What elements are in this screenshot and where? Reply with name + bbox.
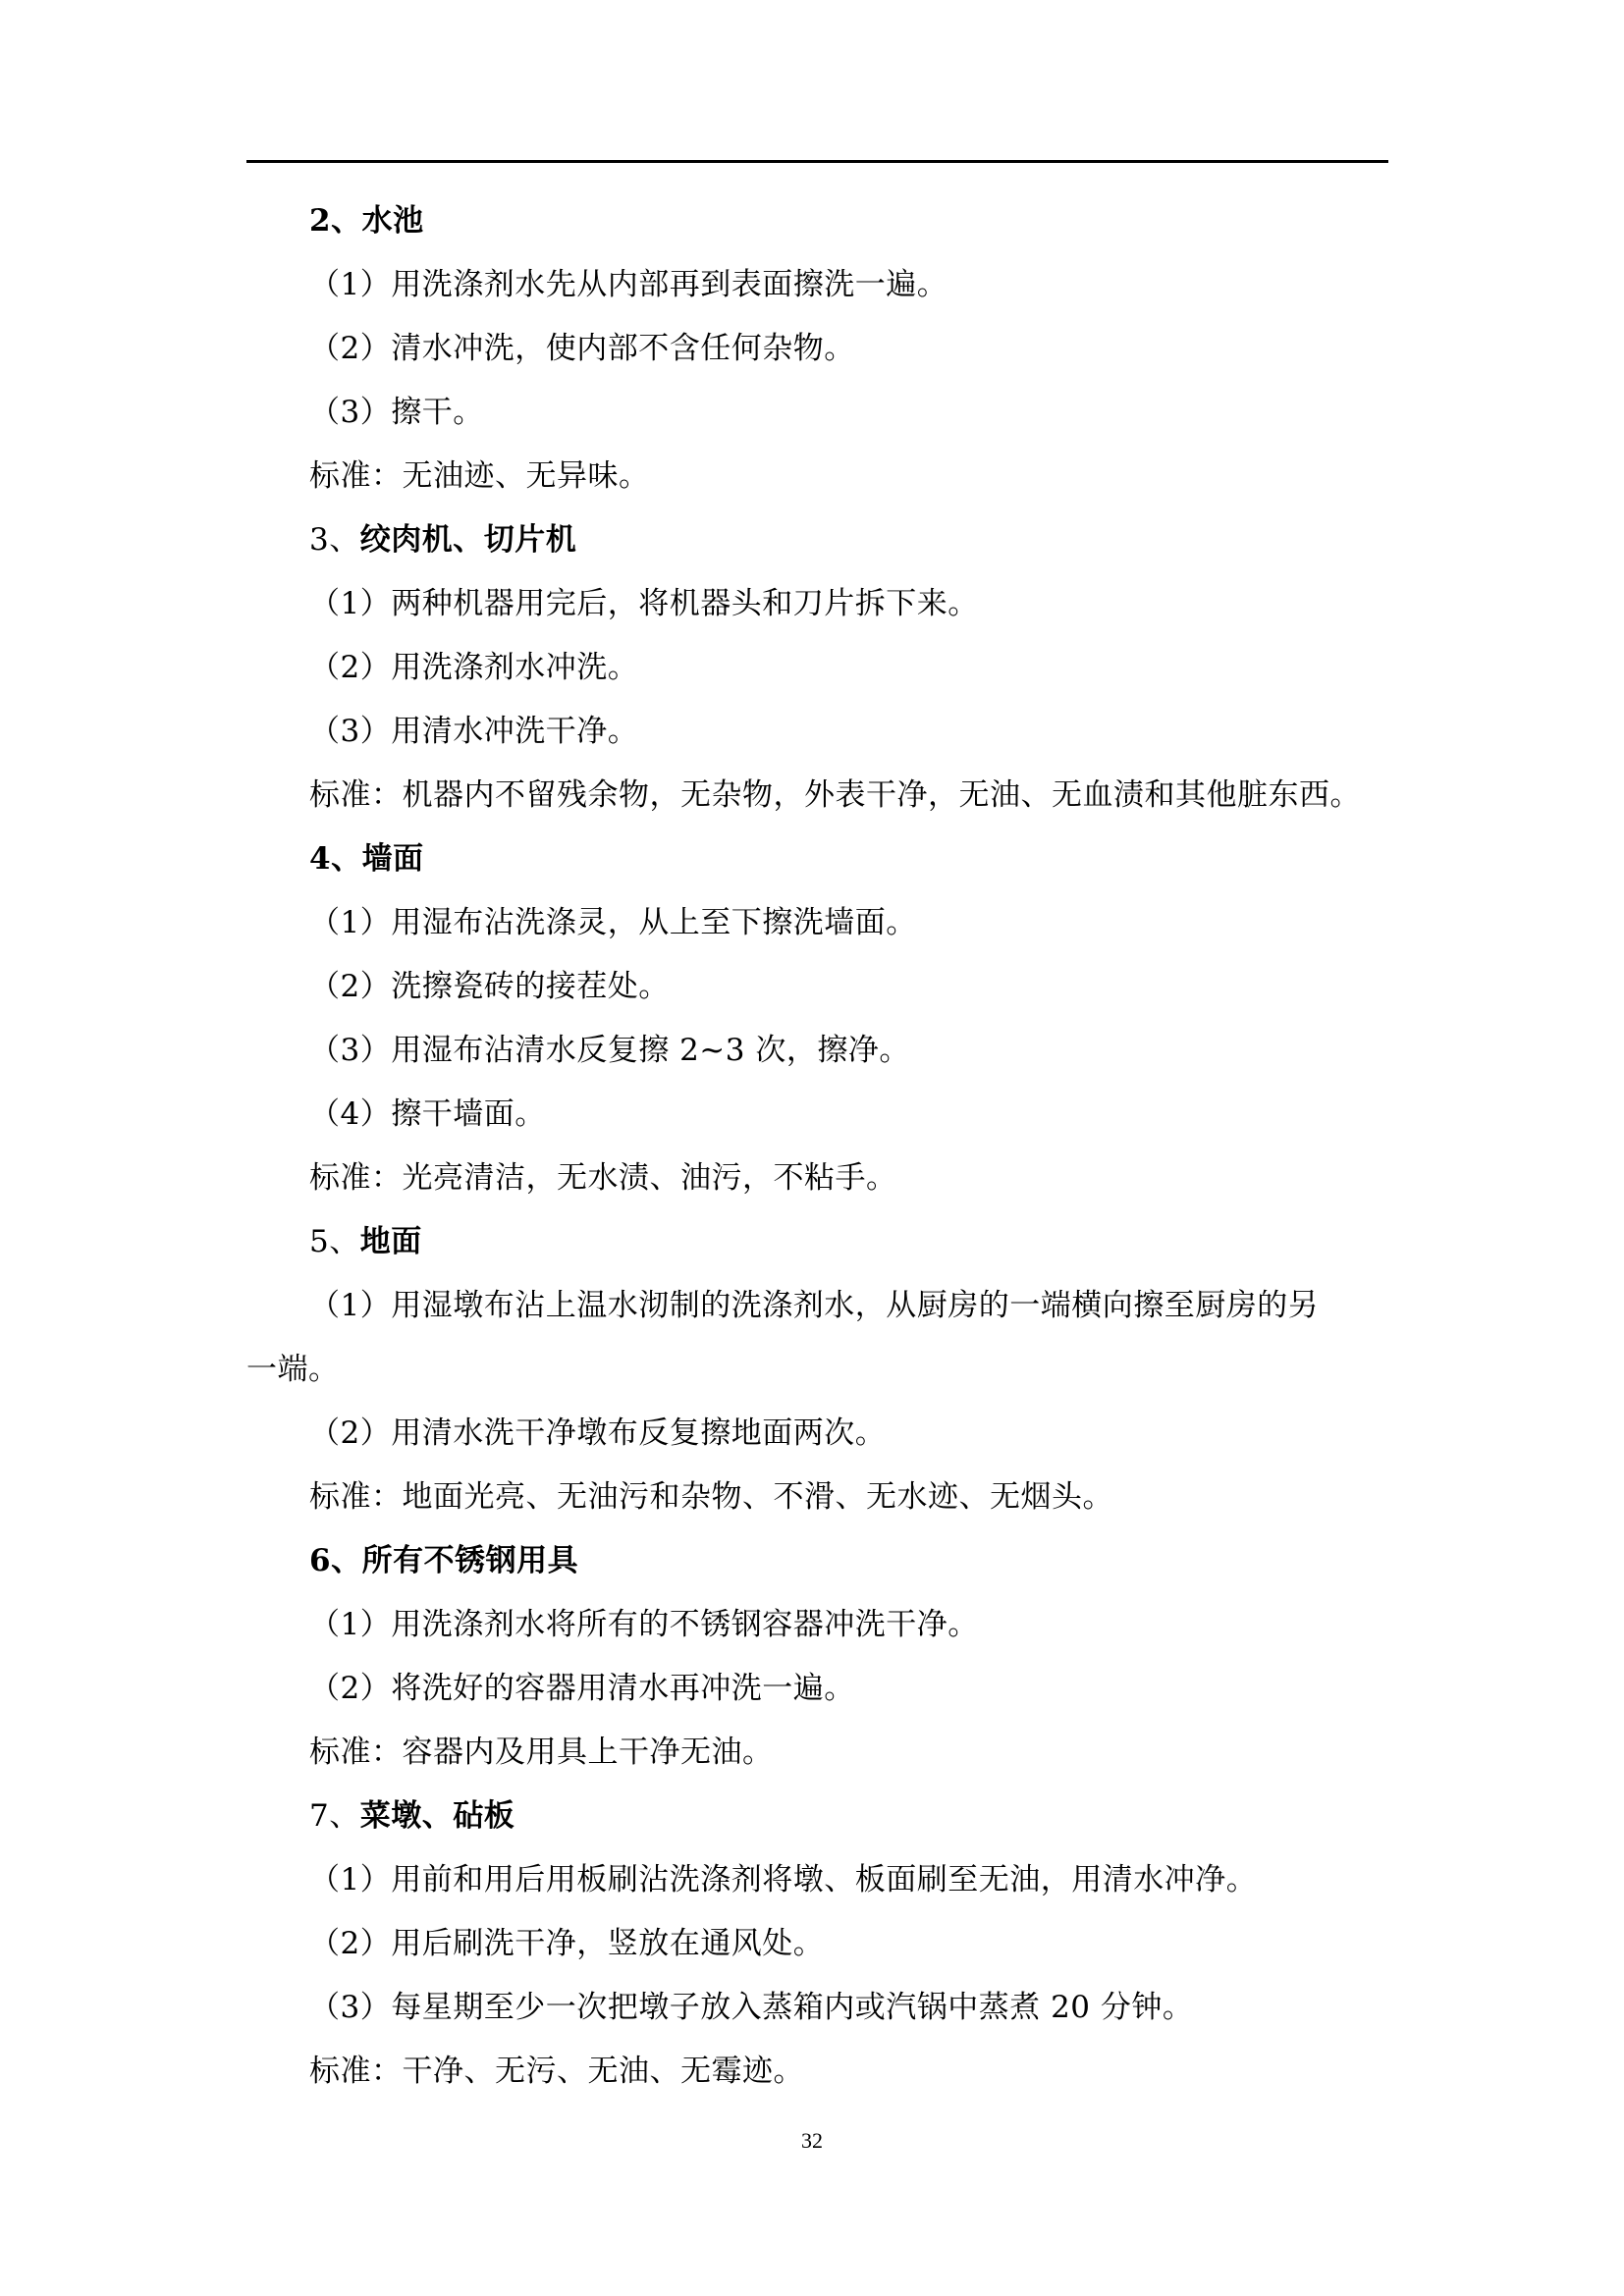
section-heading-sink: 2、水池 bbox=[309, 203, 424, 239]
header-rule bbox=[246, 160, 1388, 163]
list-item-line-1: （1）用湿墩布沾上温水沏制的洗涤剂水，从厨房的一端横向擦至厨房的另 bbox=[309, 1288, 1320, 1323]
list-item: （2）清水冲洗，使内部不含任何杂物。 bbox=[309, 331, 855, 366]
page-number: 32 bbox=[801, 2128, 823, 2153]
list-item: （4）擦干墙面。 bbox=[309, 1096, 546, 1132]
section-heading-floor bbox=[246, 1210, 1388, 1274]
section-title: 绞肉机、切片机 bbox=[359, 522, 577, 558]
standard-line: 标准：干净、无污、无油、无霉迹。 bbox=[309, 2054, 804, 2089]
list-item-line-2: 一端。 bbox=[246, 1352, 340, 1387]
standard-line: 标准：地面光亮、无油污和杂物、不滑、无水迹、无烟头。 bbox=[309, 1479, 1113, 1515]
section-heading-cutting-board bbox=[246, 1785, 1388, 1848]
list-item: （1）用前和用后用板刷沾洗涤剂将墩、板面刷至无油，用清水冲净。 bbox=[309, 1862, 1258, 1897]
list-item: （1）两种机器用完后，将机器头和刀片拆下来。 bbox=[309, 586, 979, 621]
document-body bbox=[246, 189, 1388, 2104]
list-item: （2）用后刷洗干净，竖放在通风处。 bbox=[309, 1926, 825, 1961]
list-item: （3）用清水冲洗干净。 bbox=[309, 714, 639, 749]
section-heading-meat-grinder bbox=[246, 508, 1388, 572]
section-number: 7、 bbox=[309, 1798, 360, 1834]
list-item: （3）用湿布沾清水反复擦 2~3 次，擦净。 bbox=[309, 1033, 910, 1068]
section-number: 5、 bbox=[309, 1224, 360, 1259]
section-heading-wall: 4、墙面 bbox=[309, 841, 424, 877]
section-title: 地面 bbox=[359, 1224, 422, 1259]
standard-line: 标准：容器内及用具上干净无油。 bbox=[309, 1735, 774, 1770]
standard-line: 标准：光亮清洁，无水渍、油污，不粘手。 bbox=[309, 1160, 897, 1196]
list-item: （2）将洗好的容器用清水再冲洗一遍。 bbox=[309, 1671, 855, 1706]
list-item: （2）用清水洗干净墩布反复擦地面两次。 bbox=[309, 1415, 887, 1451]
list-item: （3）擦干。 bbox=[309, 395, 484, 430]
standard-line: 标准：机器内不留残余物，无杂物，外表干净，无油、无血渍和其他脏东西。 bbox=[309, 777, 1361, 813]
section-number: 3、 bbox=[309, 522, 360, 558]
list-item: （2）洗擦瓷砖的接茬处。 bbox=[309, 969, 670, 1004]
list-item: （1）用洗涤剂水先从内部再到表面擦洗一遍。 bbox=[309, 267, 948, 302]
list-item: （1）用洗涤剂水将所有的不锈钢容器冲洗干净。 bbox=[309, 1607, 979, 1642]
list-item: （1）用湿布沾洗涤灵，从上至下擦洗墙面。 bbox=[309, 905, 917, 940]
section-heading-stainless: 6、所有不锈钢用具 bbox=[309, 1543, 579, 1578]
standard-line: 标准：无油迹、无异味。 bbox=[309, 458, 650, 494]
section-title: 菜墩、砧板 bbox=[359, 1798, 515, 1834]
list-item: （3）每星期至少一次把墩子放入蒸箱内或汽锅中蒸煮 20 分钟。 bbox=[309, 1990, 1194, 2025]
list-item: （2）用洗涤剂水冲洗。 bbox=[309, 650, 639, 685]
